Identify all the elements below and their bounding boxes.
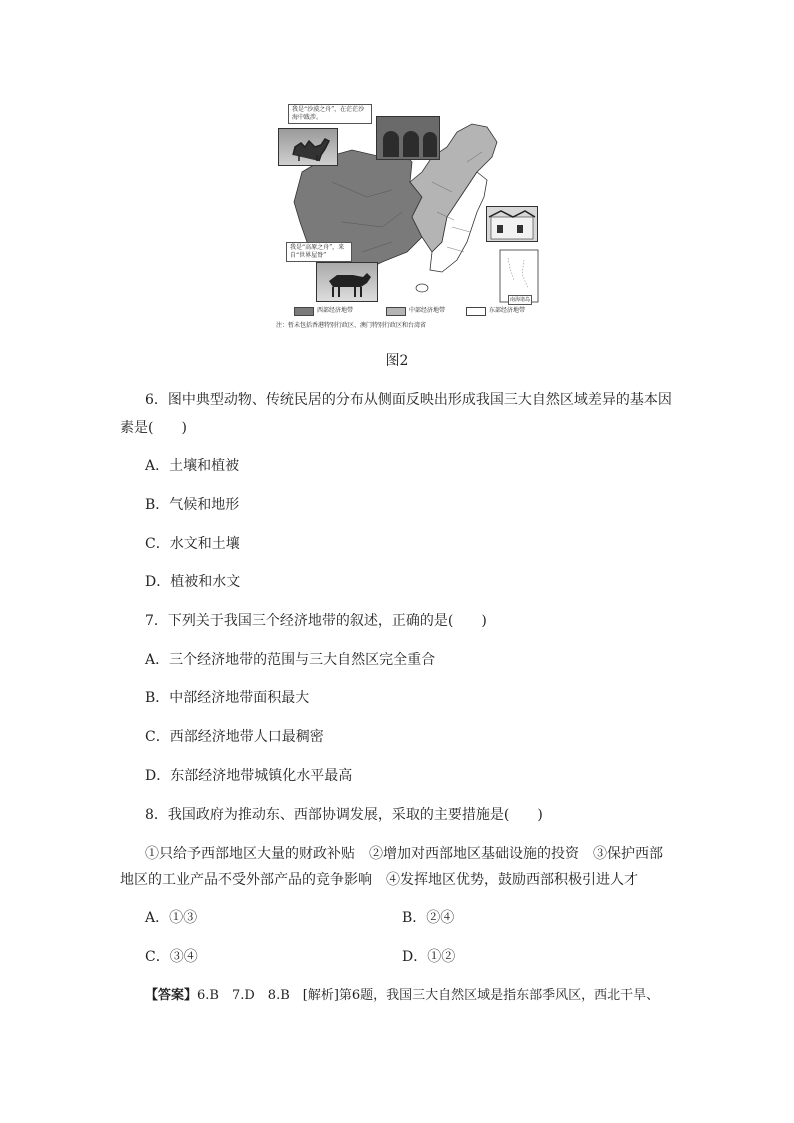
question-7-option-c: C．西部经济地带人口最稠密 <box>145 729 324 745</box>
question-6-stem-line2: 素是( ) <box>120 420 187 436</box>
question-7-option-a: A．三个经济地带的范围与三大自然区完全重合 <box>145 652 436 668</box>
yak-photo <box>316 262 378 302</box>
question-8-option-a: A．①③ <box>145 910 198 926</box>
yak-callout: 我是“高原之舟”，来自“世界屋脊” <box>286 242 352 262</box>
question-8-option-c: C．③④ <box>145 949 198 965</box>
question-6-option-c: C．水文和土壤 <box>145 536 240 552</box>
camel-icon <box>279 129 337 165</box>
camel-callout: 我是“沙漠之舟”，在茫茫沙海中跋涉。 <box>288 104 372 124</box>
huizhou-house-icon <box>487 207 537 241</box>
legend-swatch-west <box>294 307 314 316</box>
map-note: 注：暂未包括香港特别行政区、澳门特别行政区和台湾省 <box>276 322 427 329</box>
answer-line <box>145 986 659 1006</box>
question-8-items-line1: ①只给予西部地区大量的财政补贴 ②增加对西部地区基础设施的投资 ③保护西部 <box>145 846 663 862</box>
answer-text: 6.B 7.D 8.B [解析]第6题，我国三大自然区域是指东部季风区，西北干旱、 <box>197 988 660 1003</box>
question-7-stem: 7．下列关于我国三个经济地带的叙述，正确的是( ) <box>145 613 487 629</box>
legend-label-east: 东部经济地带 <box>489 307 526 314</box>
legend-label-central: 中部经济地带 <box>409 307 446 314</box>
map-legend <box>280 306 536 316</box>
question-8-option-d: D．①② <box>402 949 456 965</box>
yak-icon <box>317 263 377 301</box>
question-7-option-d: D．东部经济地带城镇化水平最高 <box>145 768 353 784</box>
legend-swatch-central <box>386 307 406 316</box>
legend-item-west <box>294 306 353 316</box>
answer-label: 【答案】 <box>145 988 198 1003</box>
question-8-stem: 8．我国政府为推动东、西部协调发展，采取的主要措施是( ) <box>145 807 543 823</box>
economic-zones-map-figure <box>272 102 542 336</box>
legend-item-central <box>386 306 445 316</box>
question-6-option-a: A．土壤和植被 <box>145 458 240 474</box>
legend-label-west: 西部经济地带 <box>317 307 354 314</box>
legend-swatch-east <box>466 307 486 316</box>
figure-caption: 图2 <box>385 353 409 369</box>
cave-dwelling-icon <box>377 117 439 159</box>
question-6-stem-line1: 6．图中典型动物、传统民居的分布从侧面反映出形成我国三大自然区域差异的基本因 <box>145 392 672 408</box>
question-8-option-b: B．②④ <box>402 910 455 926</box>
question-6-option-d: D．植被和水文 <box>145 574 241 590</box>
question-7-option-b: B．中部经济地带面积最大 <box>145 690 310 706</box>
camel-photo <box>278 128 338 166</box>
question-6-option-b: B．气候和地形 <box>145 497 240 513</box>
legend-item-east <box>466 306 525 316</box>
question-8-items-line2: 地区的工业产品不受外部产品的竞争影响 ④发挥地区优势，鼓励西部积极引进人才 <box>120 872 638 888</box>
huizhou-house-photo <box>486 206 538 242</box>
cave-dwelling-photo <box>376 116 440 160</box>
inset-label: 南海诸岛 <box>510 297 531 303</box>
